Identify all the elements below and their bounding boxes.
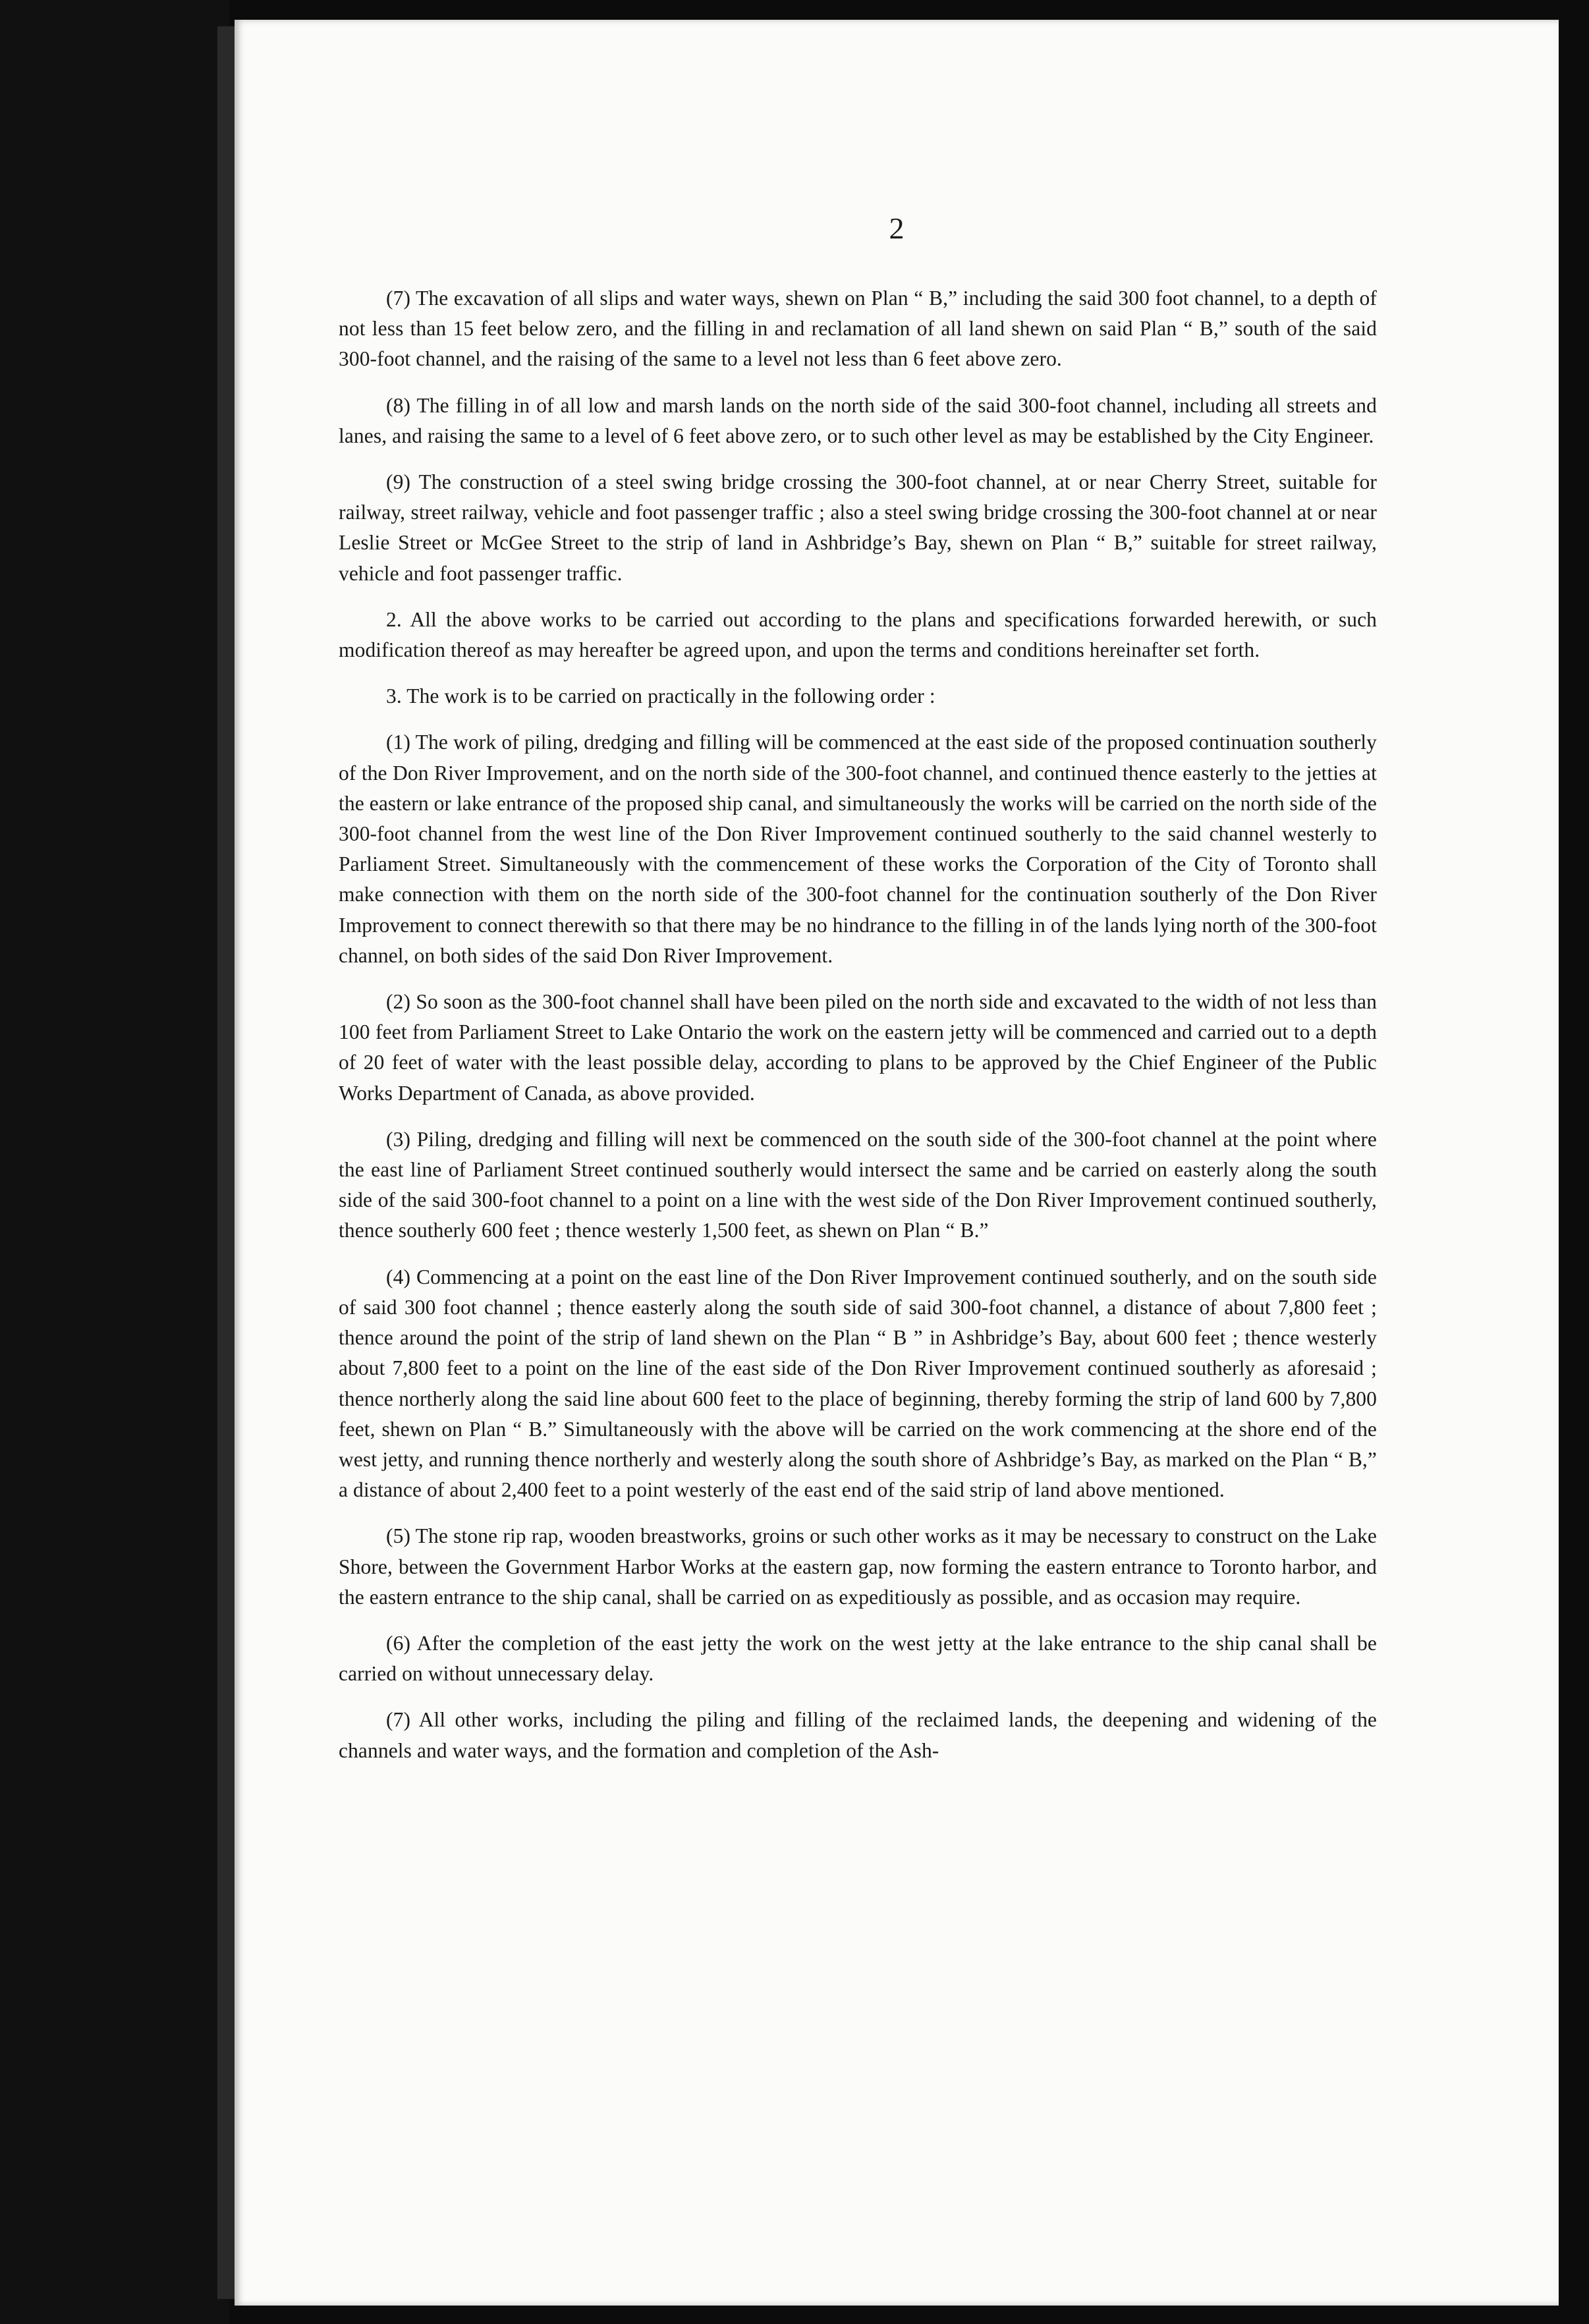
item-6-west-jetty: (6) After the completion of the east jetty the work on the west jetty at the lake entrance to the ship canal shall be carried on without unnecessary delay. xyxy=(339,1631,1377,1686)
paragraph-8-filling: (8) The filling in of all low and marsh lands on the north side of the said 300-foot channel, including all streets and lanes, and raising the same to a level of 6 feet above zero, or to such other level as may be established by the City Engineer. xyxy=(339,393,1377,447)
item-7-other-works: (7) All other works, including the piling and filling of the reclaimed lands, the deepening and widening of the channels and water ways, and the formation and completion of the Ash- xyxy=(339,1708,1377,1762)
section-2-plans: 2. All the above works to be carried out according to the plans and specifications forwarded herewith, or such modification thereof as may hereafter be agreed upon, and upon the terms and conditions hereinafter set forth. xyxy=(339,607,1377,662)
item-2-eastern-jetty: (2) So soon as the 300-foot channel shall have been piled on the north side and excavated to the width of not less than 100 feet from Parliament Street to Lake Ontario the work on the eastern jetty will be commenced and carried out to a depth of 20 feet of water with the least possible delay, according to plans to be approved by the Chief Engineer of the Public Works Department of Canada, as above provided. xyxy=(339,990,1377,1105)
paragraph-7-excavation: (7) The excavation of all slips and water ways, shewn on Plan “ B,” including the said 300 foot channel, to a depth of not less than 15 feet below zero, and the filling in and reclamation of all land shewn on said Plan “ B,” south of the said 300-foot channel, and the raising of the same to a level not less than 6 feet above zero. xyxy=(339,287,1377,371)
paragraph-9-swing-bridges: (9) The construction of a steel swing bridge crossing the 300-foot channel, at or near Cherry Street, suitable for railway, street railway, vehicle and foot passenger traffic ; also a steel swing bridge crossing the 300-foot channel at or near Leslie Street or McGee Street to the strip of land in Ashbridge’s Bay, shewn on Plan “ B,” suitable for street railway, vehicle and foot passenger traffic. xyxy=(339,470,1377,585)
page-number: 2 xyxy=(889,211,905,245)
item-1-piling-dredging: (1) The work of piling, dredging and filling will be commenced at the east side of the proposed continuation southerly of the Don River Improvement, and on the north side of the 300-foot channel, and continued thence easterly to the jetties at the eastern or lake entrance of the proposed ship canal, and simultaneously the works will be carried on the north side of the 300-foot channel from the west line of the Don River Improvement continued southerly to the said channel westerly to Parliament Street. Simultaneously with the commencement of these works the Corporation of the City of Toronto shall make connection with them on the north side of the 300-foot channel for the continuation southerly of the Don River Improvement to connect therewith so that there may be no hindrance to the filling in of the lands lying north of the 300-foot channel, on both sides of the said Don River Improvement. xyxy=(339,731,1377,967)
scan-left-margin xyxy=(0,0,229,2324)
item-5-rip-rap: (5) The stone rip rap, wooden breastworks, groins or such other works as it may be necessary to construct on the Lake Shore, between the Government Harbor Works at the eastern gap, now forming the eastern entrance to Toronto harbor, and the eastern entrance to the ship canal, shall be carried on as expeditiously as possible, and as occasion may require. xyxy=(339,1524,1377,1609)
body-text xyxy=(339,283,1377,1782)
section-3-order: 3. The work is to be carried on practically in the following order : xyxy=(386,684,935,708)
item-4-strip-of-land: (4) Commencing at a point on the east line of the Don River Improvement continued southerly, and on the south side of said 300 foot channel ; thence easterly along the south side of said 300-foot channel, a distance of about 7,800 feet ; thence around the point of the strip of land shewn on the Plan “ B ” in Ashbridge’s Bay, about 600 feet ; thence westerly about 7,800 feet to a point on the line of the east side of the Don River Improvement continued southerly as aforesaid ; thence northerly along the said line about 600 feet to the place of beginning, thereby forming the strip of land 600 by 7,800 feet, shewn on Plan “ B.” Simultaneously with the above will be carried on the work commencing at the shore end of the west jetty, and running thence northerly and westerly along the south shore of Ashbridge’s Bay, as marked on the Plan “ B,” a distance of about 2,400 feet to a point westerly of the east end of the said strip of land above mentioned. xyxy=(339,1265,1377,1502)
scan-right-edge xyxy=(1559,0,1589,2324)
document-page xyxy=(235,20,1559,2306)
binding-strip xyxy=(217,26,235,2299)
item-3-south-side: (3) Piling, dredging and filling will next be commenced on the south side of the 300-foot channel at the point where the east line of Parliament Street continued southerly would intersect the same and be carried on easterly along the south side of the said 300-foot channel to a point on a line with the west side of the Don River Improvement continued southerly, thence southerly 600 feet ; thence westerly 1,500 feet, as shewn on Plan “ B.” xyxy=(339,1127,1377,1242)
